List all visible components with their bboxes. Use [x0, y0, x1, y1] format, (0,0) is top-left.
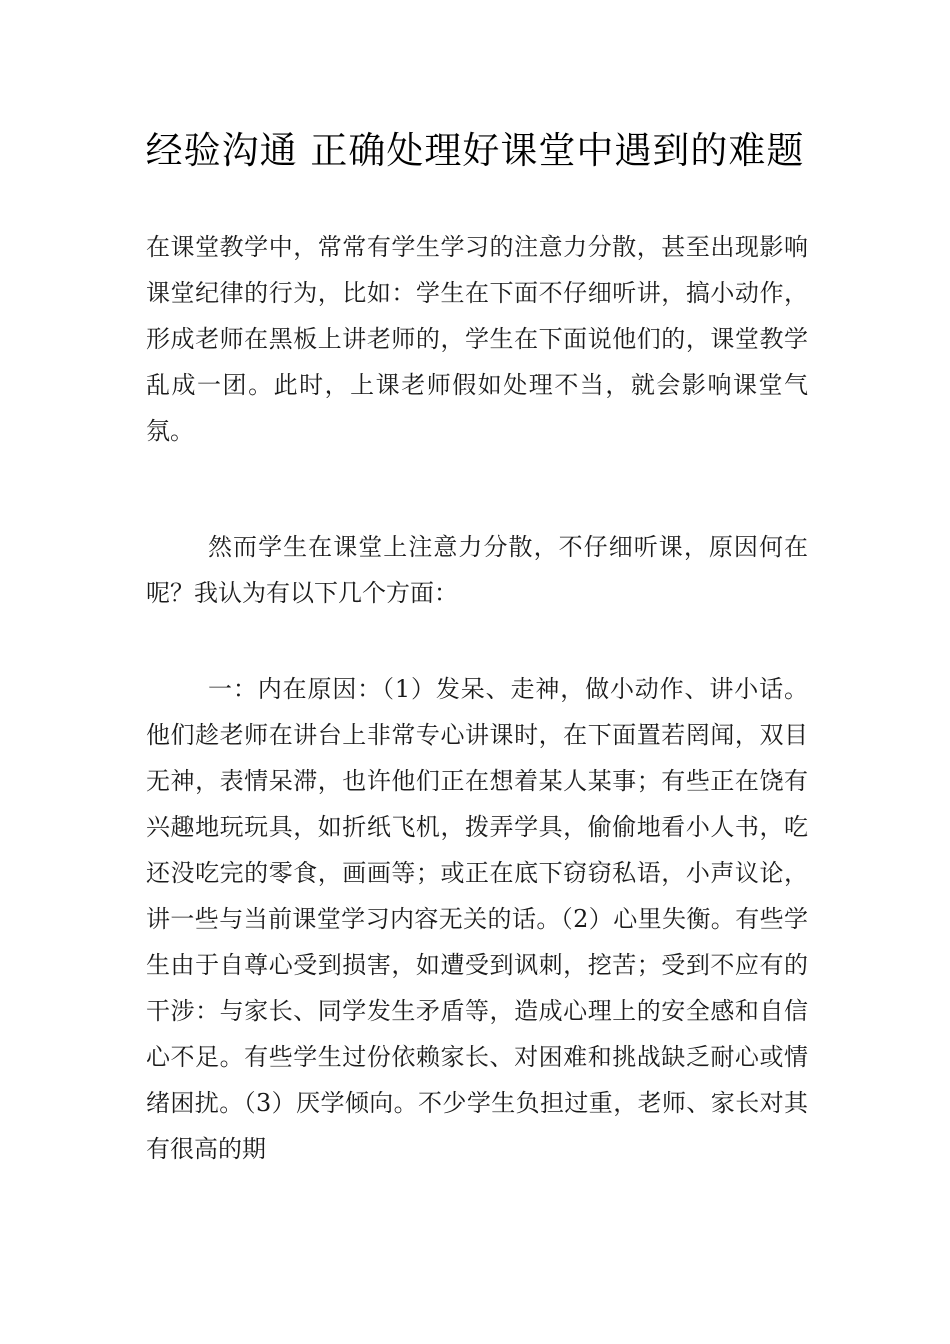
paragraph-intro: 在课堂教学中，常常有学生学习的注意力分散，甚至出现影响课堂纪律的行为，比如：学生在下面不仔细听讲，搞小动作，形成老师在黑板上讲老师的，学生在下面说他们的，课堂教学乱成一团。此时，上课老师假如处理不当，就会影响课堂气氛。	[146, 233, 808, 445]
paragraph-question: 然而学生在课堂上注意力分散，不仔细听课，原因何在呢？我认为有以下几个方面：	[146, 533, 808, 607]
paragraph-internal-causes: 一：内在原因：（1）发呆、走神，做小动作、讲小话。他们趁老师在讲台上非常专心讲课时，在下面置若罔闻，双目无神，表情呆滞，也许他们正在想着某人某事；有些正在饶有兴趣地玩玩具，如折纸飞机，拨弄学具，偷偷地看小人书，吃还没吃完的零食，画画等；或正在底下窃窃私语，小声议论，讲一些与当前课堂学习内容无关的话。（2）心里失衡。有些学生由于自尊心受到损害，如遭受到讽刺，挖苦；受到不应有的干涉：与家长、同学发生矛盾等，造成心理上的安全感和自信心不足。有些学生过份依赖家长、对困难和挑战缺乏耐心或情绪困扰。（3）厌学倾向。不少学生负担过重，老师、家长对其有很高的期	[146, 675, 808, 1163]
document-title: 经验沟通 正确处理好课堂中遇到的难题	[145, 129, 805, 172]
